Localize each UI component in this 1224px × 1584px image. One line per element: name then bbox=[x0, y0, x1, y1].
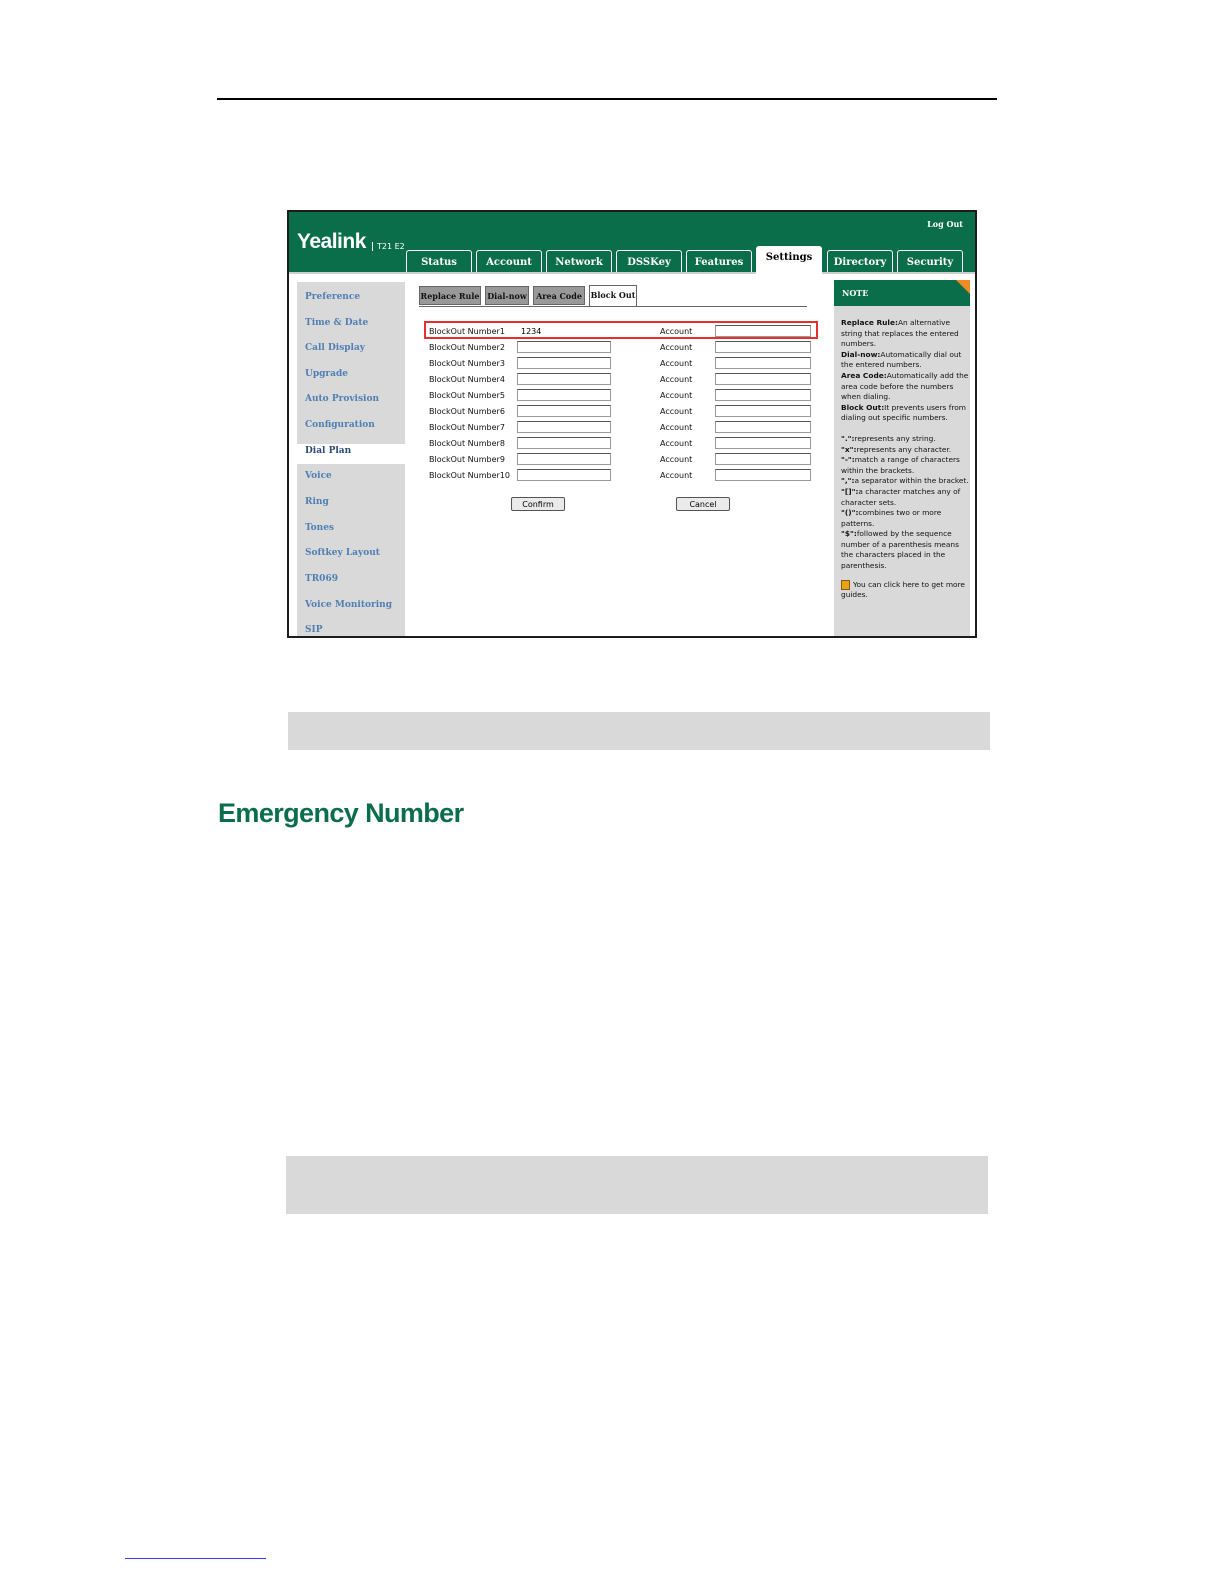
account-select-10[interactable] bbox=[715, 469, 811, 481]
note-desc-parens: combines two or more patterns. bbox=[841, 508, 942, 528]
figure-caption-bar bbox=[288, 712, 990, 750]
tab-settings[interactable]: Settings bbox=[756, 246, 822, 274]
account-select-4[interactable] bbox=[715, 373, 811, 385]
sidebar-item-configuration[interactable]: Configuration bbox=[305, 420, 375, 430]
header-rule bbox=[217, 98, 997, 100]
account-select-9[interactable] bbox=[715, 453, 811, 465]
account-select-7[interactable] bbox=[715, 421, 811, 433]
subtab-area-code[interactable]: Area Code bbox=[533, 286, 585, 305]
note-term-brackets: "[]": bbox=[841, 486, 859, 496]
note-corner-decoration bbox=[956, 280, 970, 294]
account-label-6: Account bbox=[660, 407, 693, 416]
subtab-replace-rule[interactable]: Replace Rule bbox=[419, 286, 481, 305]
sidebar-item-voice[interactable]: Voice bbox=[305, 471, 332, 481]
sidebar-item-voice-monitoring[interactable]: Voice Monitoring bbox=[305, 600, 393, 610]
account-select-6[interactable] bbox=[715, 405, 811, 417]
account-select-1[interactable] bbox=[715, 325, 811, 337]
confirm-button[interactable]: Confirm bbox=[511, 497, 565, 511]
tab-account[interactable]: Account bbox=[476, 250, 542, 272]
note-desc-comma: a separator within the bracket. bbox=[854, 476, 969, 486]
note-bar bbox=[286, 1156, 988, 1214]
tab-directory[interactable]: Directory bbox=[827, 250, 893, 272]
note-desc-block-out: It prevents users from dialing out specific numbers. bbox=[841, 402, 966, 423]
blockout-label-3: BlockOut Number3 bbox=[429, 359, 505, 368]
sidebar-item-call-display[interactable]: Call Display bbox=[305, 343, 366, 353]
blockout-number-input-4[interactable] bbox=[517, 373, 611, 385]
note-term-x: "x": bbox=[841, 444, 857, 454]
subtab-dial-now[interactable]: Dial-now bbox=[485, 286, 529, 305]
guide-text: You can click here to get more guides. bbox=[841, 579, 965, 600]
blockout-number-input-6[interactable] bbox=[517, 405, 611, 417]
account-select-3[interactable] bbox=[715, 357, 811, 369]
account-label-9: Account bbox=[660, 455, 693, 464]
note-term-replace-rule: Replace Rule: bbox=[841, 318, 898, 327]
subtab-divider bbox=[419, 306, 807, 307]
sidebar-item-preference[interactable]: Preference bbox=[305, 292, 361, 302]
note-desc-dollar: followed by the sequence number of a parenthesis means the characters placed in the parenthesis. bbox=[841, 529, 959, 571]
sidebar-item-dial-plan[interactable]: Dial Plan bbox=[305, 446, 352, 456]
blockout-number-input-3[interactable] bbox=[517, 357, 611, 369]
guide-link[interactable] bbox=[841, 580, 969, 601]
note-term-dial-now: Dial-now: bbox=[841, 349, 881, 359]
tab-network[interactable]: Network bbox=[546, 250, 612, 272]
logout-link[interactable]: Log Out bbox=[927, 219, 963, 229]
note-desc-dash: match a range of characters within the brackets. bbox=[841, 455, 960, 475]
note-title: NOTE bbox=[842, 288, 869, 298]
blockout-label-1: BlockOut Number1 bbox=[429, 327, 505, 336]
account-select-2[interactable] bbox=[715, 341, 811, 353]
sidebar-item-sip[interactable]: SIP bbox=[305, 625, 323, 635]
blockout-label-5: BlockOut Number5 bbox=[429, 391, 505, 400]
note-desc-area-code: Automatically add the area code before the numbers when dialing. bbox=[841, 370, 969, 402]
section-heading: Emergency Number bbox=[218, 798, 464, 828]
account-label-3: Account bbox=[660, 359, 693, 368]
note-text bbox=[841, 318, 969, 601]
account-label-10: Account bbox=[660, 471, 693, 480]
tab-features[interactable]: Features bbox=[686, 250, 752, 272]
blockout-number-input-8[interactable] bbox=[517, 437, 611, 449]
note-term-dot: ".": bbox=[841, 433, 855, 443]
model-label: T21 E2 bbox=[372, 242, 405, 251]
note-term-area-code: Area Code: bbox=[841, 370, 887, 380]
sidebar-item-auto-provision[interactable]: Auto Provision bbox=[305, 394, 380, 404]
account-label-8: Account bbox=[660, 439, 693, 448]
web-ui-screenshot bbox=[287, 210, 977, 638]
blockout-number-input-5[interactable] bbox=[517, 389, 611, 401]
note-term-parens: "()": bbox=[841, 508, 859, 518]
sidebar-item-tones[interactable]: Tones bbox=[305, 523, 335, 533]
account-label-4: Account bbox=[660, 375, 693, 384]
tab-dsskey[interactable]: DSSKey bbox=[616, 250, 682, 272]
account-label-5: Account bbox=[660, 391, 693, 400]
blockout-number-input-1[interactable]: 1234 bbox=[517, 325, 611, 337]
note-term-comma: ",": bbox=[841, 476, 855, 486]
blockout-label-8: BlockOut Number8 bbox=[429, 439, 505, 448]
note-desc-brackets: a character matches any of character sets. bbox=[841, 486, 961, 507]
blockout-label-6: BlockOut Number6 bbox=[429, 407, 505, 416]
account-select-8[interactable] bbox=[715, 437, 811, 449]
sidebar-item-tr069[interactable]: TR069 bbox=[305, 574, 338, 584]
blockout-label-10: BlockOut Number10 bbox=[429, 471, 510, 480]
tab-status[interactable]: Status bbox=[406, 250, 472, 272]
guide-book-icon bbox=[841, 580, 850, 590]
sidebar-item-upgrade[interactable]: Upgrade bbox=[305, 369, 349, 379]
blockout-number-input-2[interactable] bbox=[517, 341, 611, 353]
note-term-block-out: Block Out: bbox=[841, 402, 885, 412]
yealink-logo: Yealink bbox=[297, 230, 366, 253]
blockout-label-4: BlockOut Number4 bbox=[429, 375, 505, 384]
tab-security[interactable]: Security bbox=[897, 250, 963, 272]
account-label-7: Account bbox=[660, 423, 693, 432]
account-label-2: Account bbox=[660, 343, 693, 352]
note-desc-dot: represents any string. bbox=[854, 433, 936, 443]
blockout-label-7: BlockOut Number7 bbox=[429, 423, 505, 432]
account-select-5[interactable] bbox=[715, 389, 811, 401]
blockout-number-input-7[interactable] bbox=[517, 421, 611, 433]
note-term-dash: "-": bbox=[841, 455, 855, 465]
cancel-button[interactable]: Cancel bbox=[676, 497, 730, 511]
blockout-label-9: BlockOut Number9 bbox=[429, 455, 505, 464]
sidebar-item-softkey-layout[interactable]: Softkey Layout bbox=[305, 548, 380, 558]
sidebar-item-ring[interactable]: Ring bbox=[305, 497, 329, 507]
subtab-block-out[interactable]: Block Out bbox=[589, 285, 637, 307]
footer-link-underline[interactable] bbox=[125, 1558, 266, 1559]
note-desc-x: represents any character. bbox=[856, 444, 952, 454]
blockout-number-input-9[interactable] bbox=[517, 453, 611, 465]
note-term-dollar: "$": bbox=[841, 529, 857, 539]
blockout-number-input-10[interactable] bbox=[517, 469, 611, 481]
account-label-1: Account bbox=[660, 327, 693, 336]
sidebar-item-time-date[interactable]: Time & Date bbox=[305, 318, 369, 328]
blockout-label-2: BlockOut Number2 bbox=[429, 343, 505, 352]
note-desc-replace-rule: An alternative string that replaces the entered numbers. bbox=[841, 318, 959, 349]
note-desc-dial-now: Automatically dial out the entered numbers. bbox=[841, 349, 962, 370]
